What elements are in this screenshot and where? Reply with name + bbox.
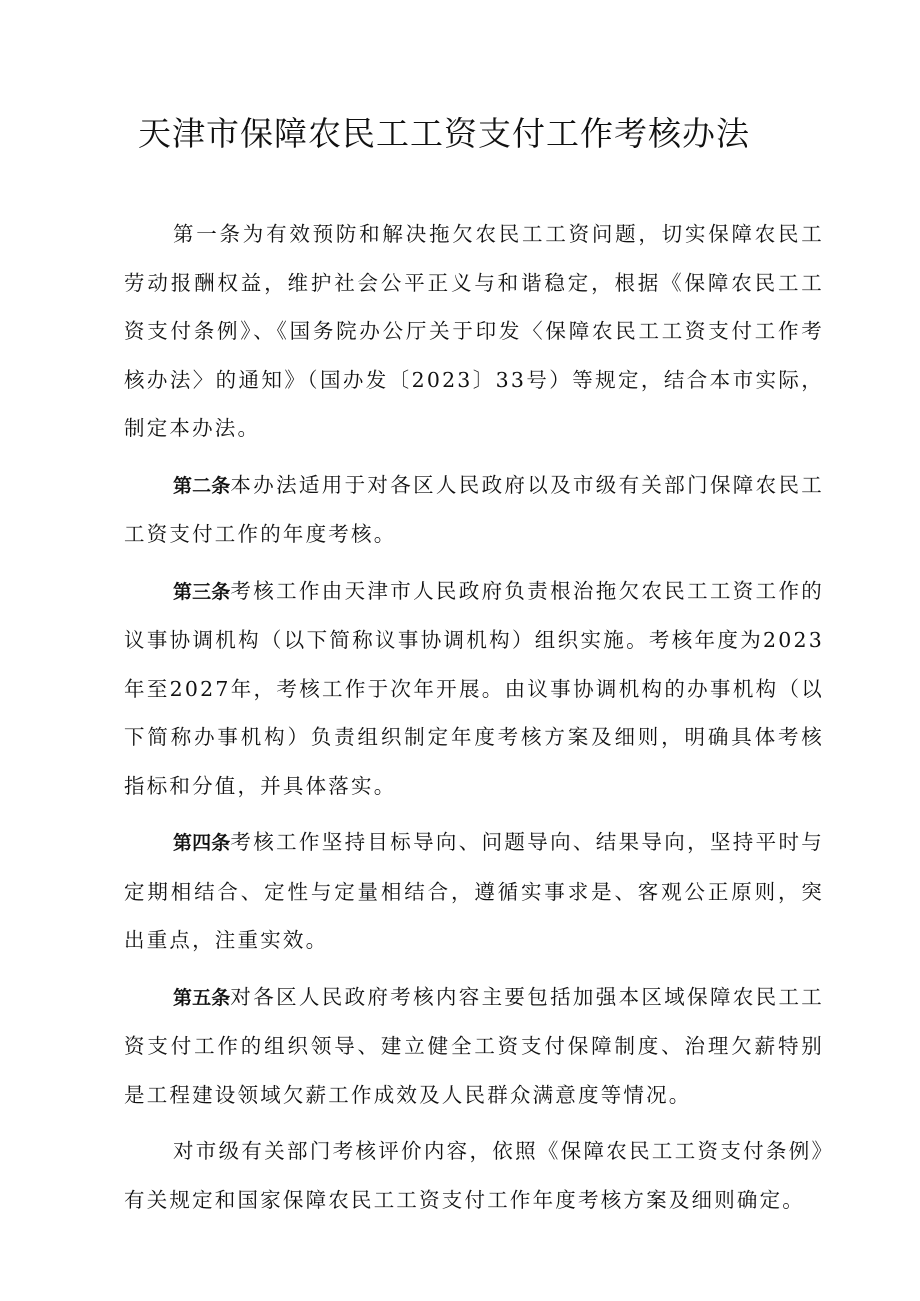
document-body <box>124 210 824 1232</box>
article-5-text: 对各区人民政府考核内容主要包括加强本区域保障农民工工资支付工作的组织领导、建立健全工资支付保障制度、治理欠薪特别是工程建设领域欠薪工作成效及人民群众满意度等情况。 <box>124 984 824 1107</box>
article-5-supplement-text: 对市级有关部门考核评价内容，依照《保障农民工工资支付条例》有关规定和国家保障农民工工资支付工作年度考核方案及细则确定。 <box>124 1139 824 1212</box>
article-5-label: 第五条 <box>173 986 231 1009</box>
article-2-paragraph <box>124 461 824 559</box>
article-4-text: 考核工作坚持目标导向、问题导向、结果导向，坚持平时与定期相结合、定性与定量相结合，遵循实事求是、客观公正原则，突出重点，注重实效。 <box>124 830 824 952</box>
document-title: 天津市保障农民工工资支付工作考核办法 <box>138 114 750 153</box>
article-5-supplement-paragraph <box>124 1127 824 1224</box>
article-3-text: 考核工作由天津市人民政府负责根治拖欠农民工工资工作的议事协调机构（以下简称议事协调机构）组织实施。考核年度为2023年至2027年，考核工作于次年开展。由议事协调机构的办事机构（以下简称办事机构）负责组织制定年度考核方案及细则，明确具体考核指标和分值，并具体落实。 <box>124 578 824 798</box>
article-1-text: 第一条为有效预防和解决拖欠农民工工资问题，切实保障农民工劳动报酬权益，维护社会公平正义与和谐稳定，根据《保障农民工工资支付条例》、《国务院办公厅关于印发〈保障农民工工资支付工作考核办法〉的通知》（国办发〔2023〕33号）等规定，结合本市实际，制定本办法。 <box>124 222 824 440</box>
article-1-paragraph <box>124 210 824 453</box>
article-5-paragraph <box>124 973 824 1120</box>
article-2-label: 第二条 <box>173 474 231 497</box>
article-2-text: 本办法适用于对各区人民政府以及市级有关部门保障农民工工资支付工作的年度考核。 <box>124 472 824 546</box>
article-4-paragraph <box>124 818 824 965</box>
article-3-paragraph <box>124 567 824 811</box>
article-3-label: 第三条 <box>173 580 231 603</box>
article-4-label: 第四条 <box>173 832 231 854</box>
